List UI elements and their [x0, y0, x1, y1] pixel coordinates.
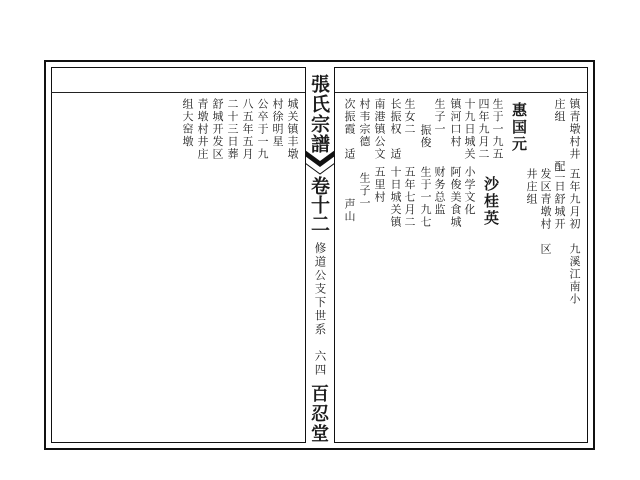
text-column: 发区青墩村 区 — [539, 168, 552, 256]
text-column: 镇河口村 — [449, 98, 462, 148]
text-column: 生子一 — [358, 172, 371, 210]
text-column: 五年七月二 — [403, 166, 416, 229]
text-column: 公卒于一九 — [256, 98, 269, 161]
fishtail-mark-icon — [305, 150, 335, 178]
volume-number: 卷十二 — [308, 176, 330, 233]
book-title: 張氏宗譜 — [308, 74, 330, 154]
text-column: 阿俊美食城 — [449, 166, 462, 229]
text-column: 财务总监 — [433, 166, 446, 216]
text-column: 次振霞 适 — [343, 98, 356, 161]
text-column: 镇青墩村井 — [568, 98, 581, 161]
text-column: 五年九月初 九溪江南小 — [568, 168, 581, 306]
text-column: 十九日城关 — [463, 98, 476, 161]
person-name: 惠国元 — [510, 102, 528, 153]
header-rule-left — [51, 92, 305, 93]
text-column: 生女二 — [403, 98, 416, 136]
text-column: 南港镇公文 — [373, 98, 386, 161]
text-column: 生子一 — [433, 98, 446, 136]
text-column: 青墩村井庄 — [196, 98, 209, 161]
header-rule-right — [335, 92, 588, 93]
text-column: 十日城关镇 — [389, 166, 402, 229]
text-column: 八五年五月 — [241, 98, 254, 161]
person-name: 沙桂英 — [482, 176, 500, 227]
text-column: 村徐明星 — [271, 98, 284, 148]
text-column: 长振权 适 — [389, 98, 402, 161]
text-column: 组大窑墩 — [181, 98, 194, 148]
section-title-page-number: 修道公支下世系 六四 — [313, 242, 328, 377]
text-column: 生于一九五 — [491, 98, 504, 161]
text-column: 村韦宗德 — [358, 98, 371, 148]
hall-name: 百忍堂 — [308, 384, 329, 444]
text-column: 井庄组 — [525, 168, 538, 206]
text-column: 生于一九七 — [419, 166, 432, 229]
text-column: 舒城开发区 — [211, 98, 224, 161]
text-column: 声山 — [343, 198, 356, 223]
text-column: 二日舒城开 — [553, 168, 566, 231]
text-column: 五里村 — [373, 166, 386, 204]
text-column: 四年九月二 — [477, 98, 490, 161]
text-column: 二十三日葬 — [226, 98, 239, 161]
text-column: 小学文化 — [463, 166, 476, 216]
text-column: 庄组 配 — [553, 98, 566, 173]
text-column: 城关镇丰墩 — [286, 98, 299, 161]
text-column: 振俊 — [419, 124, 432, 149]
